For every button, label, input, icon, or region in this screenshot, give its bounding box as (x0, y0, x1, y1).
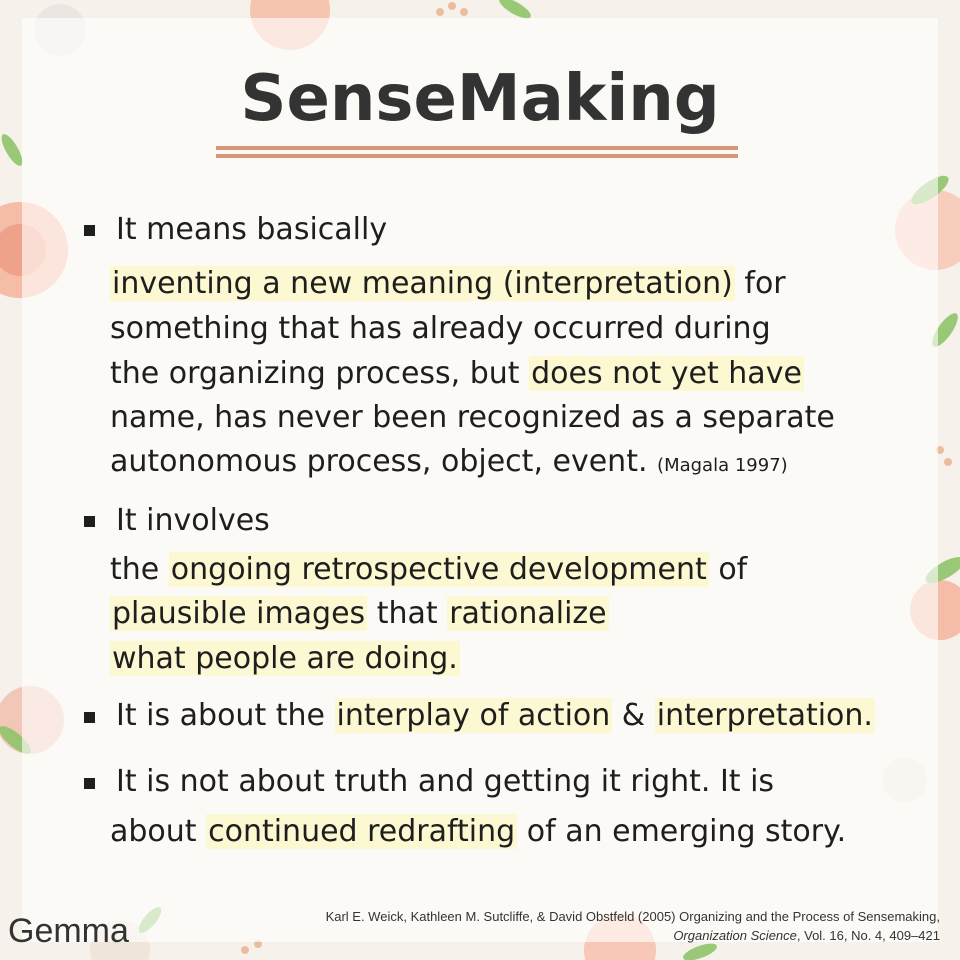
bullet-marker (84, 225, 95, 236)
title-underline (216, 146, 738, 150)
bullet-text-line: what people are doing. (112, 641, 458, 676)
bullet-text-line: inventing a new meaning (interpretation) for (112, 266, 786, 301)
bullet-text-line: something that has already occurred during (110, 311, 771, 346)
bullet-text-line: the organizing process, but does not yet have (110, 356, 802, 391)
reference-citation: Karl E. Weick, Kathleen M. Sutcliffe, & David Obstfeld (2005) Organizing and the Process of Sensemaking, Organization Science, Vol. 16, No. 4, 409–421 (325, 909, 940, 943)
bullet-lead: It is about the interplay of action & interpretation. (116, 698, 873, 733)
title-underline (216, 154, 738, 158)
bullet-text-line: name, has never been recognized as a separate (110, 400, 835, 435)
bullet-text-line: the ongoing retrospective development of (110, 552, 748, 587)
bullet-lead: It means basically (116, 212, 388, 247)
bullet-marker (84, 778, 95, 789)
citation: (Magala 1997) (657, 455, 788, 476)
bullet-lead: It involves (116, 503, 270, 538)
bullet-marker (84, 712, 95, 723)
bullet-text-line: plausible images that rationalize (112, 596, 607, 631)
bullet-lead: It is not about truth and getting it right. It is (116, 764, 775, 799)
bullet-text-line: about continued redrafting of an emerging story. (110, 814, 847, 849)
brand-logo: Gemma (8, 912, 129, 950)
bullet-text-line: autonomous process, object, event. (Magala 1997) (110, 444, 788, 479)
journal-name: Organization Science (673, 928, 797, 943)
page-title: SenseMaking (240, 62, 720, 136)
bullet-marker (84, 516, 95, 527)
